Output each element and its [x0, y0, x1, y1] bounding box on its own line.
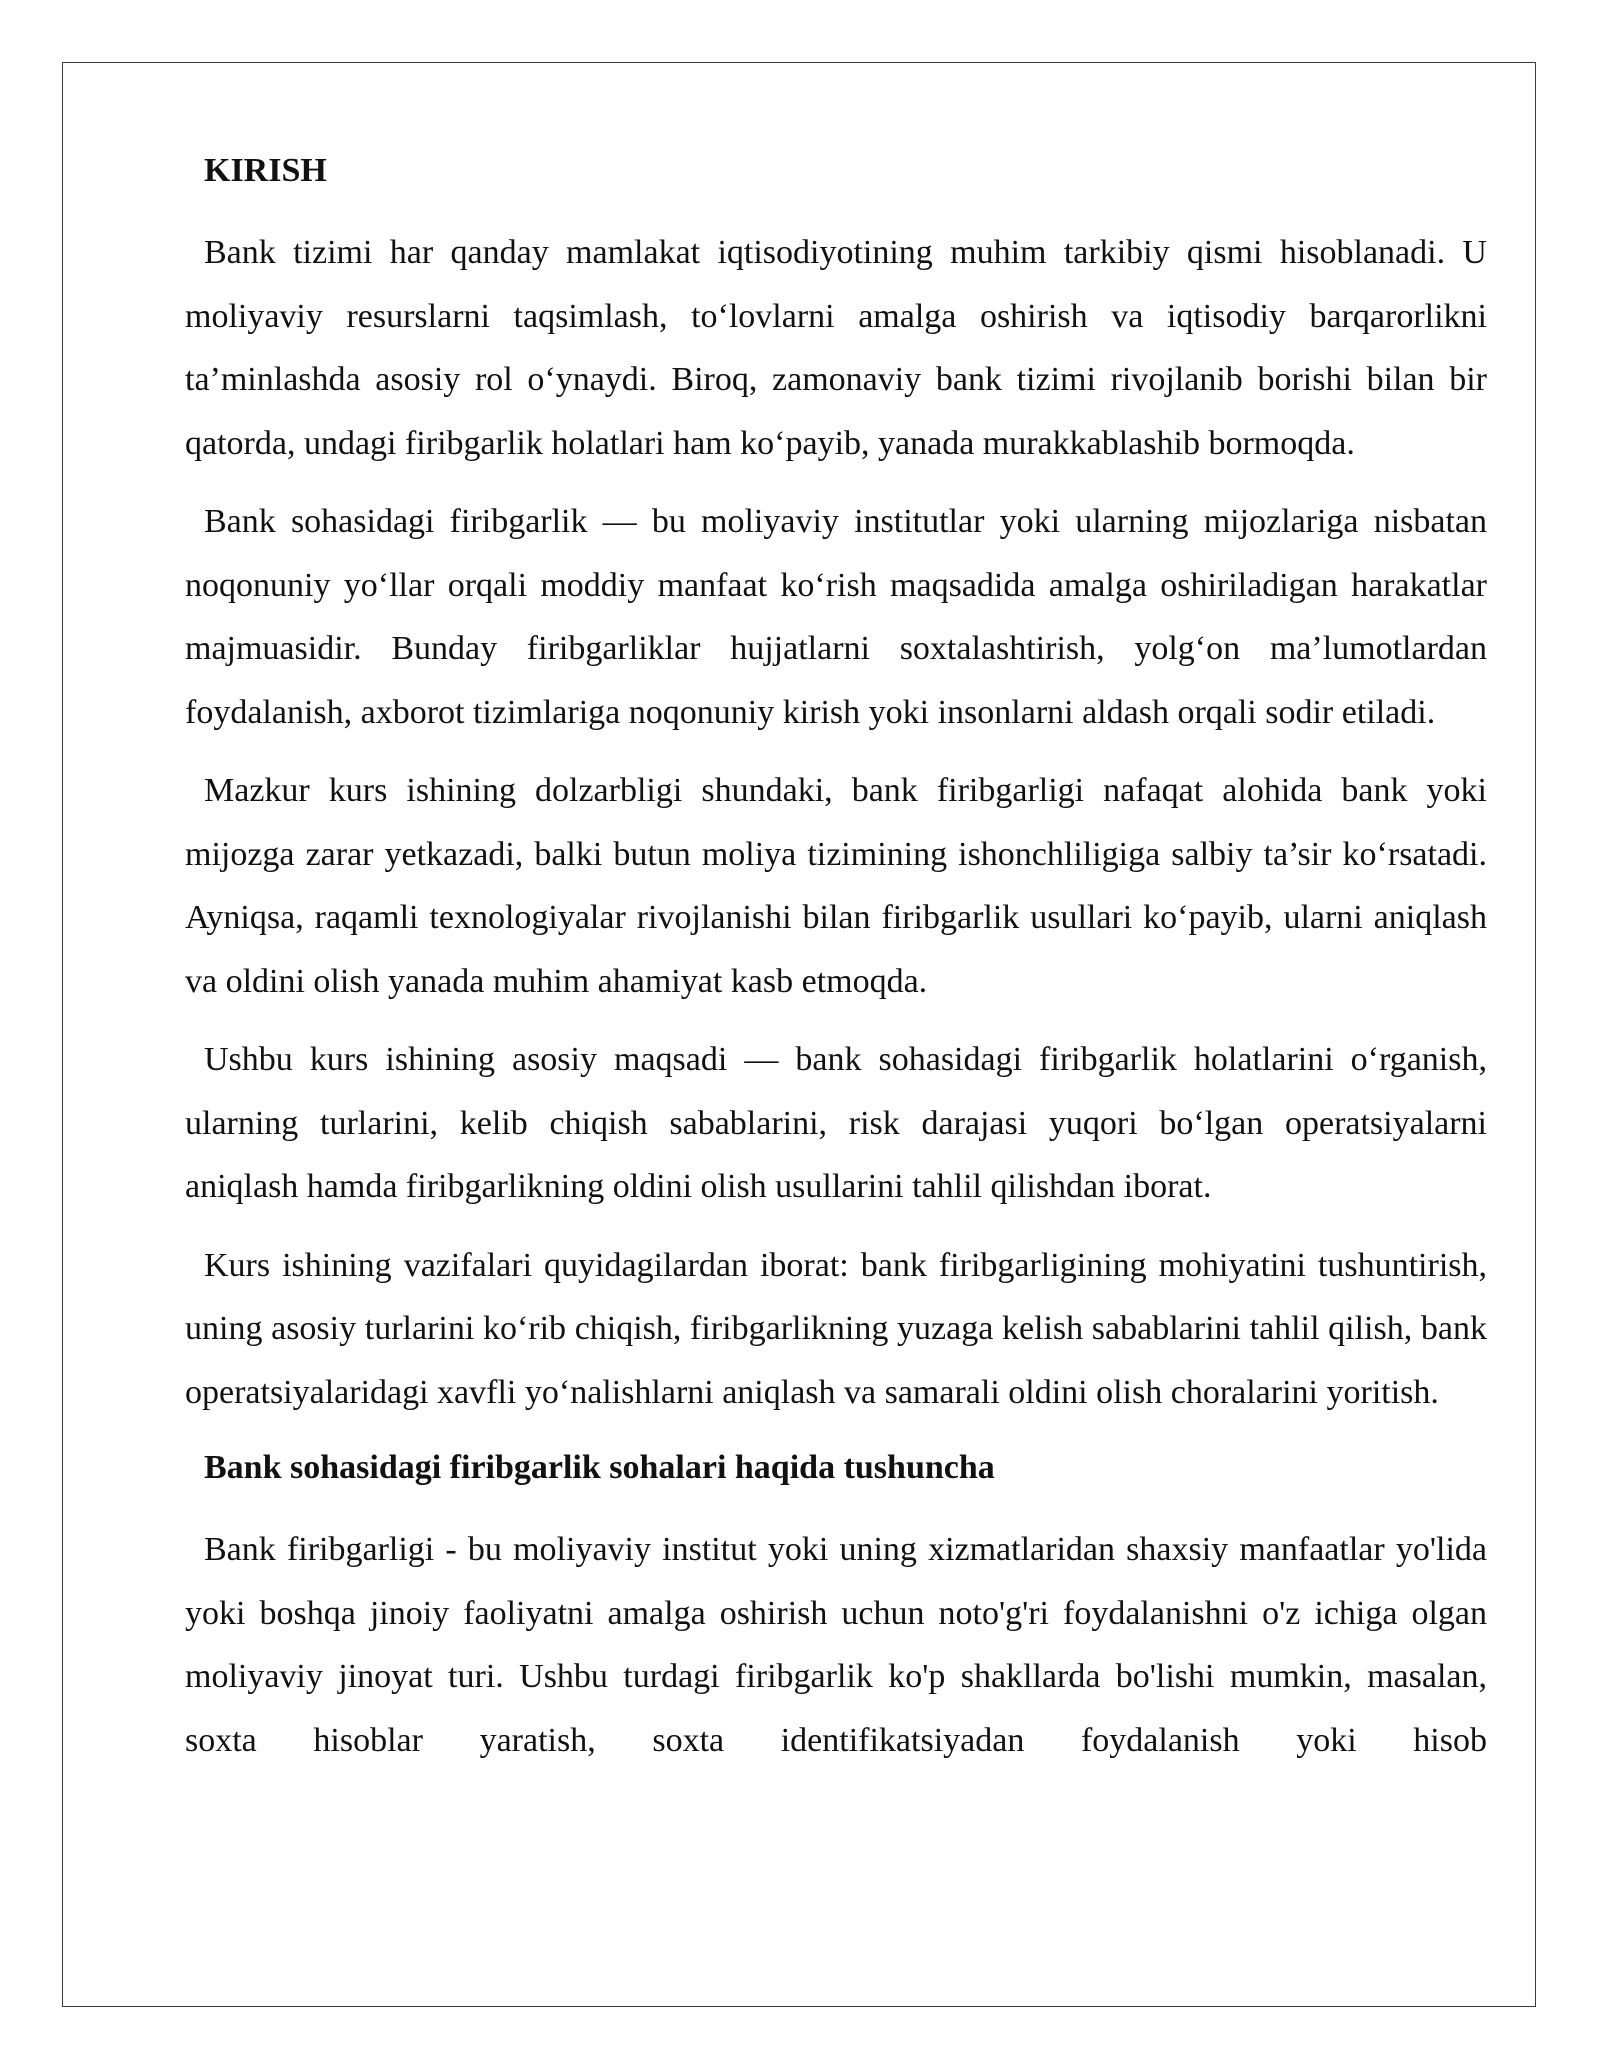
section-heading: Bank sohasidagi firibgarlik sohalari haqida tushuncha	[204, 1449, 995, 1486]
paragraph-tasks: Kurs ishining vazifalari quyidagilardan iborat: bank firibgarligining mohiyatini tushuntirish, uning asosiy turlarini ko‘rib chiqish, firibgarlikning yuzaga kelish sabablarini tahlil qilish, bank operatsiyalaridagi xavfli yo‘nalishlarni aniqlash va samarali oldini olish choralarini yoritish.	[185, 1246, 1487, 1411]
paragraph-goal: Ushbu kurs ishining asosiy maqsadi — bank sohasidagi firibgarlik holatlarini o‘rganish, ularning turlarini, kelib chiqish sabablarini, risk darajasi yuqori bo‘lgan operatsiyalarni aniqlash hamda firibgarlikning oldini olish usullarini tahlil qilishdan iborat.	[185, 1041, 1487, 1205]
paragraph-relevance: Mazkur kurs ishining dolzarbligi shundaki, bank firibgarligi nafaqat alohida bank yoki mijozga zarar yetkazadi, balki butun moliya tizimining ishonchliligiga salbiy ta’sir ko‘rsatadi. Ayniqsa, raqamli texnologiyalar rivojlanishi bilan firibgarlik usullari ko‘payib, ularni aniqlash va oldini olish yanada muhim ahamiyat kasb etmoqda.	[185, 772, 1487, 1000]
page-title: KIRISH	[204, 152, 327, 189]
paragraph-section-text: Bank firibgarligi - bu moliyaviy institut yoki uning xizmatlaridan shaxsiy manfaatlar yo'lida yoki boshqa jinoiy faoliyatni amalga oshirish uchun noto'g'ri foydalanishni o'z ichiga olgan moliyaviy jinoyat turi. Ushbu turdagi firibgarlik ko'p shakllarda bo'lishi mumkin, masalan, soxta hisoblar yaratish, soxta identifikatsiyadan foydalanish yoki hisob	[185, 1531, 1487, 1759]
document-body	[185, 142, 1487, 1787]
paragraph-intro: Bank tizimi har qanday mamlakat iqtisodiyotining muhim tarkibiy qismi hisoblanadi. U moliyaviy resurslarni taqsimlash, to‘lovlarni amalga oshirish va iqtisodiy barqarorlikni ta’minlashda asosiy rol o‘ynaydi. Biroq, zamonaviy bank tizimi rivojlanib borishi bilan bir qatorda, undagi firibgarlik holatlari ham ko‘payib, yanada murakkablashib bormoqda.	[185, 234, 1487, 462]
paragraph-definition: Bank sohasidagi firibgarlik — bu moliyaviy institutlar yoki ularning mijozlariga nisbatan noqonuniy yo‘llar orqali moddiy manfaat ko‘rish maqsadida amalga oshiriladigan harakatlar majmuasidir. Bunday firibgarliklar hujjatlarni soxtalashtirish, yolg‘on ma’lumotlardan foydalanish, axborot tizimlariga noqonuniy kirish yoki insonlarni aldash orqali sodir etiladi.	[185, 503, 1487, 731]
